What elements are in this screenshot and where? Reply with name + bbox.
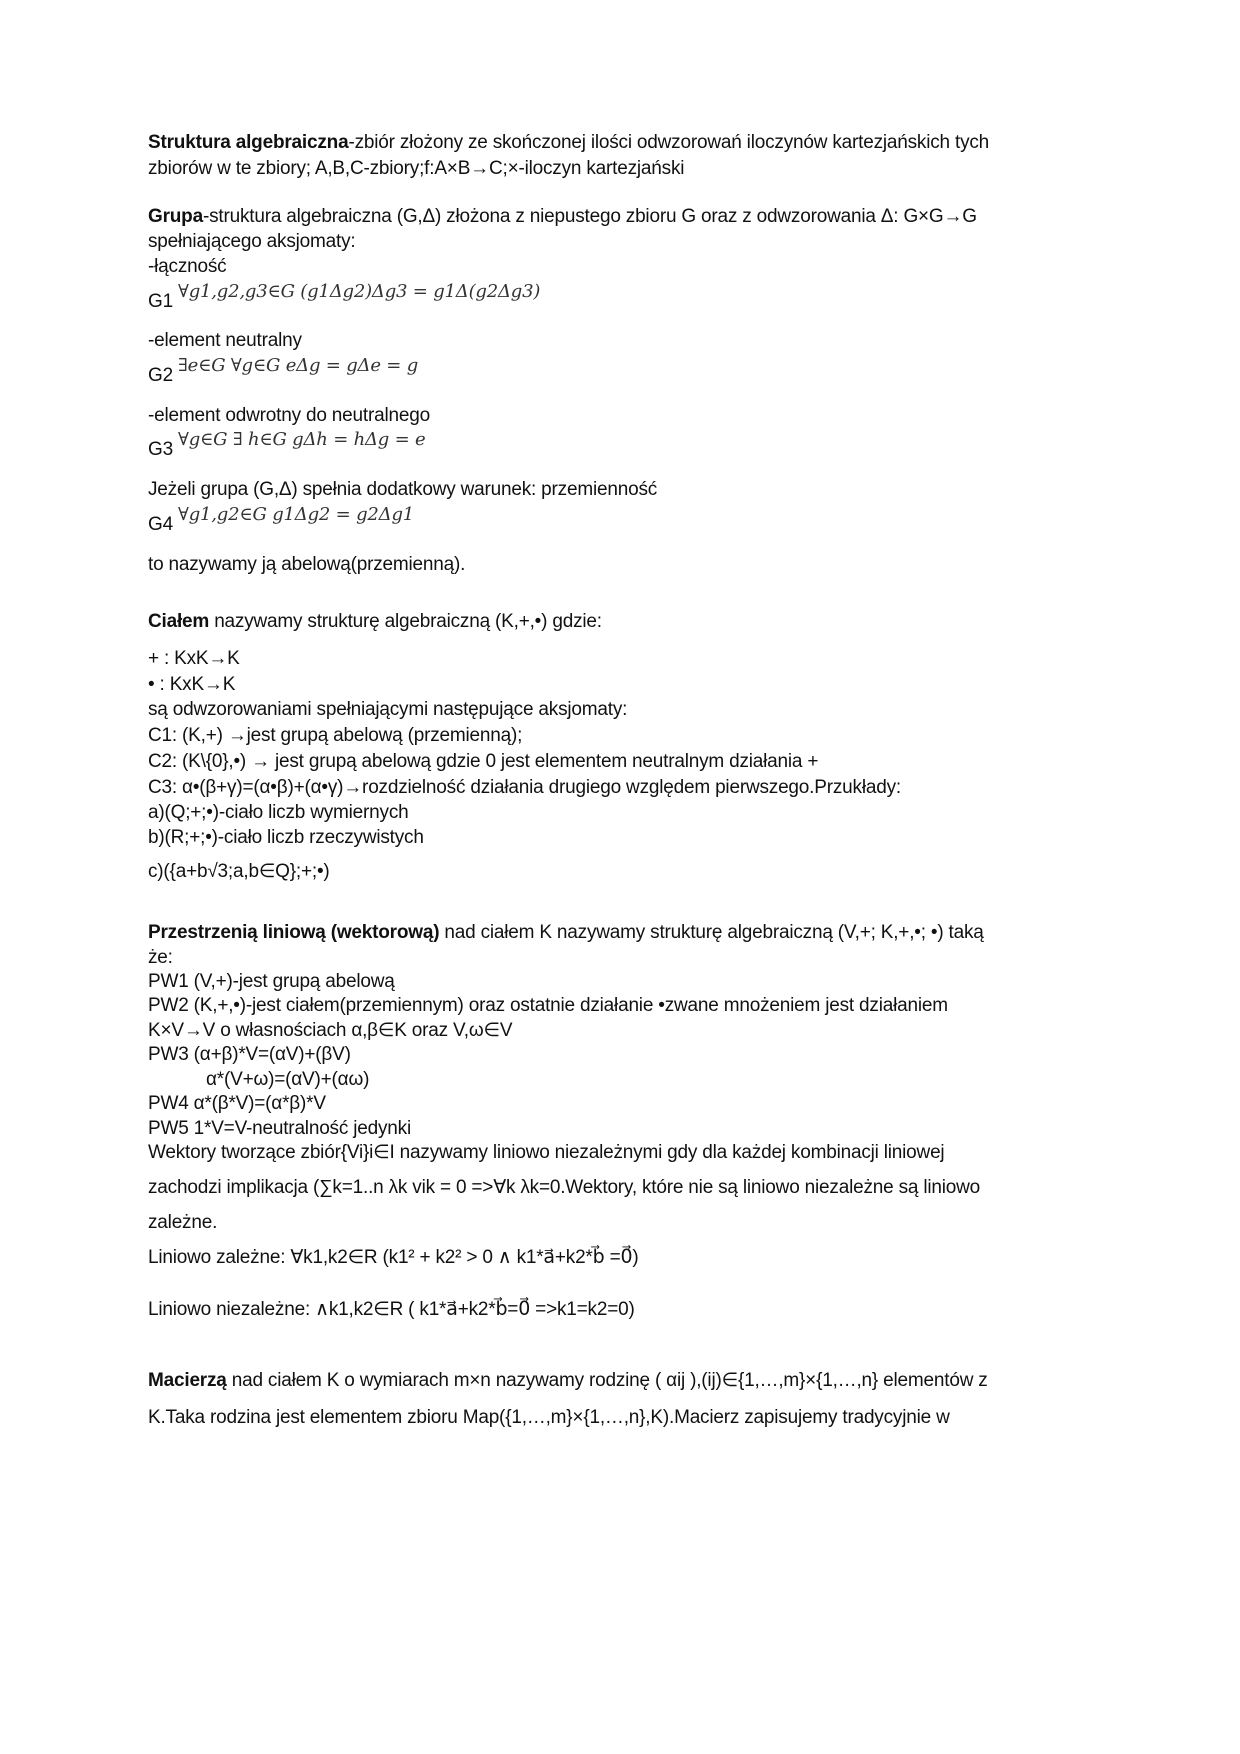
axiom-g4 — [148, 504, 415, 537]
struktura-line-1 — [148, 131, 989, 155]
cialo-text-1: nazywamy strukturę algebraiczną (K,+,•) gdzie: — [209, 611, 602, 632]
axiom-c1: C1: (K,+) →jest grupą abelową (przemienną); — [148, 725, 523, 746]
grupa-condition: Jeżeli grupa (G,Δ) spełnia dodatkowy warunek: przemienność — [148, 479, 658, 500]
axiom-pw3-line-2: α*(V+ω)=(αV)+(αω) — [206, 1069, 370, 1090]
cialo-plus-map: + : KxK→K — [148, 648, 240, 669]
grupa-line-2: spełniającego aksjomaty: — [148, 231, 356, 252]
macierz-line-2: K.Taka rodzina jest elementem zbioru Map({1,…,m}×{1,…,n},K).Macierz zapisujemy tradycyjnie w — [148, 1407, 950, 1428]
g4-formula: ∀g1,g2∈G g1Δg2 = g2Δg1 — [178, 504, 415, 525]
przestrzen-line-1 — [148, 921, 984, 945]
g3-label: G3 — [148, 439, 173, 460]
axiom-c2: C2: (K\{0},•) → jest grupą abelową gdzie 0 jest elementem neutralnym działania + — [148, 751, 819, 772]
linearly-dependent: Liniowo zależne: ∀k1,k2∈R (k1² + k2² > 0 ∧ k1*a⃗+k2*b⃗ =0⃗) — [148, 1247, 639, 1268]
axiom-element-neutralny: -element neutralny — [148, 330, 302, 351]
axiom-lacznosc: -łączność — [148, 256, 227, 277]
axiom-pw4: PW4 α*(β*V)=(α*β)*V — [148, 1093, 326, 1114]
linear-independence-line-1: Wektory tworzące zbiór{Vi}i∈I nazywamy liniowo niezależnymi gdy dla każdej kombinacji liniowej — [148, 1142, 945, 1163]
grupa-line-1 — [148, 205, 977, 229]
g2-formula: ∃e∈G ∀g∈G eΔg = gΔe = g — [178, 355, 419, 376]
przestrzen-text-1: nad ciałem K nazywamy strukturę algebraiczną (V,+; K,+,•; •) taką — [439, 922, 984, 943]
axiom-pw2-line-2: K×V→V o własnościach α,β∈K oraz V,ω∈V — [148, 1020, 513, 1041]
g2-label: G2 — [148, 365, 173, 386]
axiom-c3: C3: α•(β+γ)=(α•β)+(α•γ)→rozdzielność działania drugiego względem pierwszego.Przukłady: — [148, 777, 901, 798]
cialo-are-text: są odwzorowaniami spełniającymi następujące aksjomaty: — [148, 699, 628, 720]
macierz-term: Macierzą — [148, 1370, 227, 1391]
axiom-g3 — [148, 429, 426, 462]
struktura-line-2: zbiorów w te zbiory; A,B,C-zbiory;f:A×B→C;×-iloczyn kartezjański — [148, 158, 685, 179]
example-a: a)(Q;+;•)-ciało liczb wymiernych — [148, 802, 409, 823]
g1-formula: ∀g1,g2,g3∈G (g1Δg2)Δg3 = g1Δ(g2Δg3) — [178, 281, 541, 302]
g3-formula: ∀g∈G ∃ h∈G gΔh = hΔg = e — [178, 429, 426, 450]
cialo-term: Ciałem — [148, 611, 210, 632]
macierz-text-1: nad ciałem K o wymiarach m×n nazywamy rodzinę ( αij ),(ij)∈{1,…,m}×{1,…,n} elementów z — [226, 1370, 988, 1391]
linear-independence-line-3: zależne. — [148, 1212, 218, 1233]
axiom-pw2-line-1: PW2 (K,+,•)-jest ciałem(przemiennym) oraz ostatnie działanie •zwane mnożeniem jest działaniem — [148, 995, 948, 1016]
przestrzen-line-2: że: — [148, 947, 173, 968]
cialo-dot-map: • : KxK→K — [148, 674, 236, 695]
linear-independence-line-2: zachodzi implikacja (∑k=1..n λk vik = 0 =>∀k λk=0.Wektory, które nie są liniowo niezależne są liniowo — [148, 1177, 980, 1198]
g1-label: G1 — [148, 291, 173, 312]
example-c: c)({a+b√3;a,b∈Q};+;•) — [148, 861, 330, 882]
przestrzen-term: Przestrzenią liniową (wektorową) — [148, 922, 440, 943]
grupa-term: Grupa — [148, 206, 203, 227]
g4-label: G4 — [148, 514, 173, 535]
axiom-pw3-line-1: PW3 (α+β)*V=(αV)+(βV) — [148, 1044, 351, 1065]
grupa-text-1: -struktura algebraiczna (G,Δ) złożona z niepustego zbioru G oraz z odwzorowania Δ: G×G→G — [202, 206, 977, 227]
struktura-text-1: -zbiór złożony ze skończonej ilości odwzorowań iloczynów kartezjańskich tych — [348, 132, 990, 153]
linearly-independent: Liniowo niezależne: ∧k1,k2∈R ( k1*a⃗+k2*b⃗=0⃗ =>k1=k2=0) — [148, 1299, 635, 1320]
axiom-g2 — [148, 355, 419, 388]
grupa-conclusion: to nazywamy ją abelową(przemienną). — [148, 554, 466, 575]
struktura-term: Struktura algebraiczna — [148, 132, 349, 153]
macierz-line-1 — [148, 1369, 988, 1393]
axiom-element-odwrotny: -element odwrotny do neutralnego — [148, 405, 430, 426]
axiom-pw1: PW1 (V,+)-jest grupą abelową — [148, 971, 395, 992]
axiom-g1 — [148, 281, 541, 314]
axiom-pw5: PW5 1*V=V-neutralność jedynki — [148, 1118, 411, 1139]
example-b: b)(R;+;•)-ciało liczb rzeczywistych — [148, 827, 424, 848]
cialo-line-1 — [148, 610, 602, 634]
